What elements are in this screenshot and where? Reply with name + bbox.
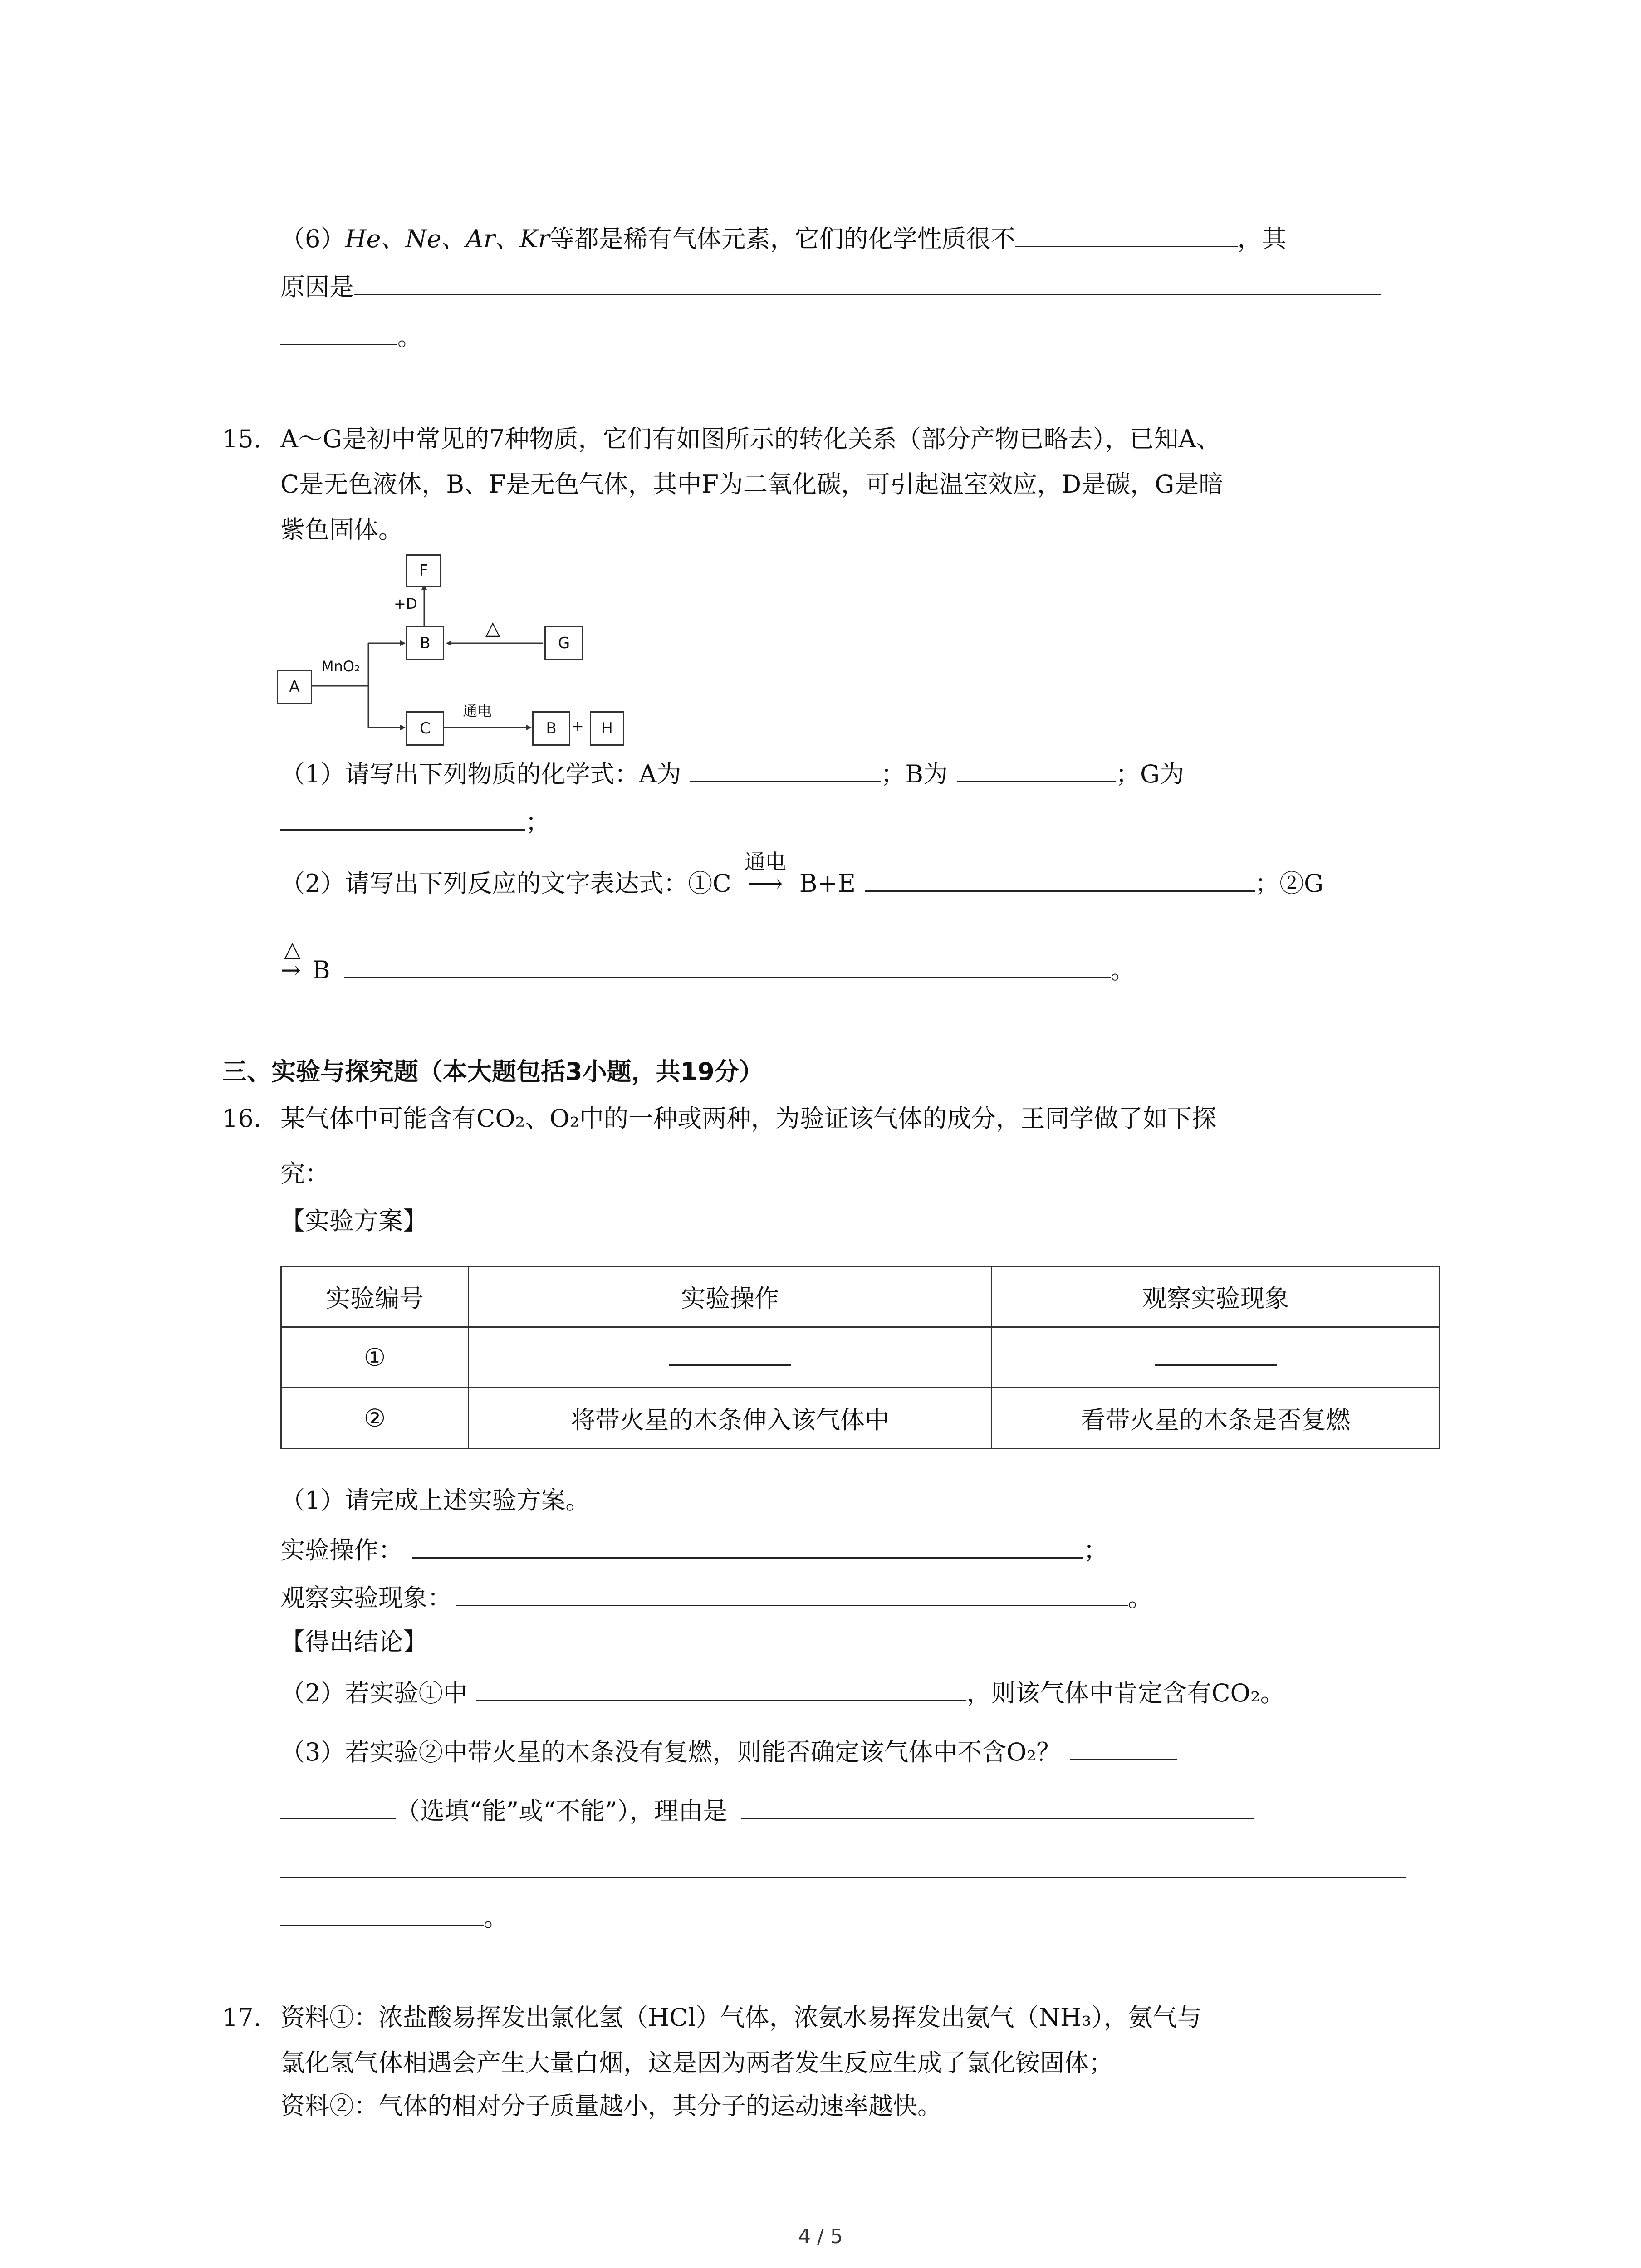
answer-blank-reaction2[interactable] [344, 951, 1111, 978]
row1-operation[interactable] [469, 1327, 992, 1388]
row2-number: ② [281, 1388, 469, 1449]
q16-2-text: （2）若实验①中 [280, 1679, 468, 1707]
q15-2-sep: ；②G [1255, 869, 1324, 898]
header-exp-observation: 观察实验现象 [992, 1266, 1440, 1327]
q17-number: 17. [222, 2003, 261, 2032]
label-mno2: MnO₂ [321, 658, 360, 675]
label-electrolysis: 通电 [463, 702, 492, 719]
q15-1-end: ； [525, 808, 550, 836]
q16-3-end: 。 [484, 1903, 508, 1932]
condition-heat: △ [284, 937, 301, 962]
q14-6-end: ，其 [1237, 225, 1287, 253]
answer-blank-observation-cell[interactable] [1155, 1346, 1277, 1366]
answer-blank-g[interactable] [280, 803, 525, 831]
q14-6-label: （6） [280, 225, 345, 253]
header-exp-operation: 实验操作 [469, 1266, 992, 1327]
box-a: A [277, 670, 312, 704]
q14-6-reason-label: 原因是 [280, 273, 354, 301]
q15-2-b: B [312, 956, 330, 984]
section-3-title: 三、实验与探究题（本大题包括3小题，共19分） [222, 1057, 764, 1086]
answer-blank-can-determine-cont[interactable] [280, 1792, 396, 1819]
box-h: H [590, 711, 624, 746]
answer-blank-can-determine[interactable] [1070, 1733, 1177, 1760]
q16-3-line2 [280, 1792, 1254, 1828]
row2-observation: 看带火星的木条是否复燃 [992, 1388, 1440, 1449]
q16-plan-title: 【实验方案】 [280, 1207, 427, 1235]
q16-3-choice: （选填“能”或“不能”），理由是 [396, 1797, 728, 1825]
observation-end: 。 [1128, 1584, 1152, 1612]
q16-operation-line [280, 1531, 1108, 1568]
box-c: C [406, 711, 444, 746]
box-g: G [544, 626, 583, 660]
experiment-table [280, 1266, 1440, 1449]
label-plus: + [572, 718, 584, 735]
row1-number: ① [281, 1327, 469, 1388]
q16-2-line [280, 1674, 1285, 1711]
page-number: 4 / 5 [798, 2225, 843, 2248]
answer-blank-phenomenon[interactable] [476, 1674, 966, 1701]
conclusion-title: 【得出结论】 [280, 1628, 427, 1656]
q16-2-post: ，则该气体中肯定含有CO₂。 [966, 1679, 1285, 1707]
q17-line3: 资料②：气体的相对分子质量越小，其分子的运动速率越快。 [280, 2092, 942, 2120]
header-exp-number: 实验编号 [281, 1266, 469, 1327]
box-f: F [406, 554, 441, 587]
condition-electrolysis: 通电 [744, 850, 786, 874]
label-heat: △ [485, 617, 500, 639]
q16-1: （1）请完成上述实验方案。 [280, 1486, 590, 1515]
q15-line1: A～G是初中常见的7种物质，它们有如图所示的转化关系（部分产物已略去），已知A、 [280, 425, 1221, 453]
q17-line2: 氯化氢气体相遇会产生大量白烟，这是因为两者发生反应生成了氯化铵固体； [280, 2048, 1113, 2077]
box-b-product: B [532, 711, 570, 746]
q15-1-text: （1）请写出下列物质的化学式：A为 [280, 760, 681, 788]
q15-line3: 紫色固体。 [280, 515, 403, 544]
answer-blank-a[interactable] [690, 755, 881, 782]
answer-blank-observation[interactable] [456, 1579, 1128, 1606]
observation-label: 观察实验现象： [280, 1584, 452, 1612]
operation-label: 实验操作： [280, 1536, 403, 1564]
q14-6-period: 。 [397, 323, 422, 351]
q15-1-g: ；G为 [1116, 760, 1185, 788]
box-b: B [406, 626, 444, 660]
q15-line2: C是无色液体，B、F是无色气体，其中F为二氧化碳，可引起温室效应，D是碳，G是暗 [280, 470, 1224, 499]
answer-blank-why-end[interactable] [280, 1898, 484, 1926]
table-row [281, 1388, 1440, 1449]
q16-observation-line [280, 1579, 1152, 1615]
q16-number: 16. [222, 1104, 261, 1133]
q15-1-line [280, 755, 1184, 792]
q16-3-line4 [280, 1898, 508, 1935]
answer-blank-operation[interactable] [412, 1531, 1083, 1559]
answer-blank-reaction1[interactable] [865, 864, 1255, 892]
q15-number: 15. [222, 425, 261, 453]
table-row [281, 1327, 1440, 1388]
q15-2-text: （2）请写出下列反应的文字表达式：①C [280, 869, 731, 898]
answer-blank-b[interactable] [957, 755, 1116, 782]
answer-blank-operation-cell[interactable] [669, 1346, 791, 1366]
q15-2-line2 [280, 937, 1135, 987]
noble-gas-elements: He、Ne、Ar、Kr [345, 225, 550, 253]
q16-3-line [280, 1733, 1177, 1769]
q17-line1: 资料①：浓盐酸易挥发出氯化氢（HCl）气体，浓氨水易挥发出氨气（NH₃），氨气与 [280, 2003, 1202, 2032]
q16-3-text: （3）若实验②中带火星的木条没有复燃，则能否确定该气体中不含O₂？ [280, 1738, 1061, 1766]
answer-blank-why-cont[interactable] [280, 1851, 1406, 1878]
reaction-arrow-electrolysis: 通电 ⟶ [731, 866, 799, 901]
row2-operation: 将带火星的木条伸入该气体中 [469, 1388, 992, 1449]
q16-line2: 究： [280, 1159, 329, 1188]
q15-2-line [280, 850, 1324, 901]
row1-observation[interactable] [992, 1327, 1440, 1388]
answer-blank-why[interactable] [741, 1792, 1254, 1819]
operation-end: ； [1083, 1536, 1108, 1564]
q15-1-line2 [280, 803, 550, 840]
q15-2-products: B+E [799, 869, 856, 898]
q15-2-end: 。 [1110, 956, 1135, 984]
reaction-arrow-heat: △ → [280, 953, 312, 987]
label-plus-d: +D [394, 595, 417, 612]
q14-6-text: 等都是稀有气体元素，它们的化学性质很不 [549, 225, 1015, 253]
q16-line1: 某气体中可能含有CO₂、O₂中的一种或两种，为验证该气体的成分，王同学做了如下探 [280, 1104, 1217, 1133]
q15-1-b: ；B为 [881, 760, 948, 788]
table-header-row [281, 1266, 1440, 1327]
q16-3-line3 [280, 1851, 1406, 1887]
